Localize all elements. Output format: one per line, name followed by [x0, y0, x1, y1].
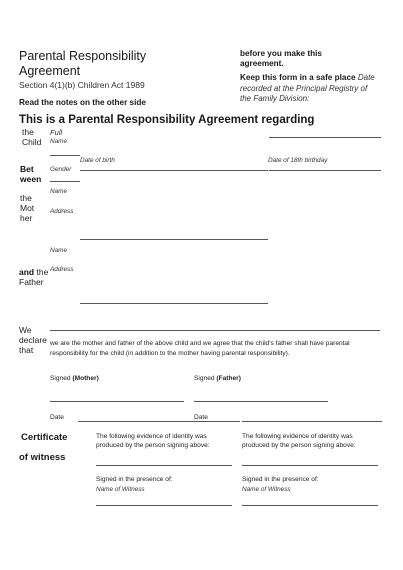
dob-field[interactable]	[80, 170, 268, 171]
mother-side-label	[20, 164, 41, 223]
father-evidence-field[interactable]	[242, 465, 378, 466]
form-subtitle: Section 4(1)(b) Children Act 1989	[19, 80, 145, 90]
mother-witness-field[interactable]	[96, 505, 232, 506]
dob18-field[interactable]	[269, 170, 381, 171]
notes-instruction: Read the notes on the other side	[19, 98, 146, 107]
declaration-text-line1: we are the mother and father of the above child and we agree that the child's father shall have parental	[50, 340, 350, 347]
full-label: Full	[50, 128, 63, 137]
evidence-text-mother-line2: produced by the person signing above:	[96, 442, 210, 449]
certificate-heading-line2: of witness	[19, 452, 66, 463]
header-note-line1: before you make this	[240, 49, 322, 58]
mother-name-label: Name	[50, 188, 68, 195]
presence-label-mother: Signed in the presence of:	[96, 476, 173, 483]
mother-side-line2: ween	[20, 174, 42, 184]
child-name-field[interactable]	[269, 137, 381, 138]
presence-label-father: Signed in the presence of:	[242, 476, 319, 483]
father-name-label: Name	[50, 247, 68, 254]
mother-address-field[interactable]	[80, 239, 268, 240]
mother-evidence-field[interactable]	[96, 465, 232, 466]
father-side-label	[19, 267, 48, 287]
father-address-field[interactable]	[80, 303, 268, 304]
declaration-rule	[50, 330, 380, 331]
header-note-line2: agreement.	[240, 59, 284, 68]
child-side-line1: the	[22, 127, 34, 137]
witness-name-label-father: Name of Witness	[242, 486, 291, 493]
declare-side-line1: We	[19, 325, 32, 335]
father-date-field[interactable]	[242, 421, 382, 422]
mother-side-line5: her	[20, 213, 33, 223]
signed-label: Signed	[194, 375, 215, 382]
form-title-line2: Agreement	[19, 64, 81, 78]
dob-label: Date of birth	[80, 157, 115, 164]
declare-side-line2: declare	[19, 335, 47, 345]
evidence-text-mother-line1: The following evidence of identity was	[96, 433, 207, 440]
form-title-line1: Parental Responsibility	[19, 49, 147, 63]
evidence-text-father-line2: produced by the person signing above:	[242, 442, 356, 449]
child-name-underline[interactable]	[50, 155, 80, 156]
mother-tag: (Mother)	[72, 375, 99, 382]
child-side-label	[22, 127, 41, 147]
keep-safe-label: Keep this form in a safe place	[240, 73, 356, 82]
registry-note-line1: recorded at the Principal Registry of	[240, 84, 368, 93]
dob18-label: Date of 18th birthday	[268, 157, 328, 164]
keep-safe-note	[240, 73, 375, 82]
father-side-and: and	[19, 267, 35, 277]
declare-side-label	[19, 325, 47, 355]
certificate-heading-line1: Certificate	[21, 432, 68, 443]
gender-field[interactable]	[50, 181, 80, 182]
mother-side-line4: Mot	[20, 203, 35, 213]
registry-note-line2: the Family Division:	[240, 94, 310, 103]
main-heading: This is a Parental Responsibility Agreement regarding	[19, 114, 315, 126]
mother-date-label: Date	[50, 414, 64, 421]
mother-address-label: Address	[50, 208, 74, 215]
declaration-text-line2: responsibility for the child (in addition to the mother having parental responsibility).	[50, 350, 290, 357]
recorded-date-label: Date	[357, 73, 375, 82]
signed-label: Signed	[50, 375, 71, 382]
evidence-text-father-line1: The following evidence of identity was	[242, 433, 353, 440]
child-name-label: Name	[50, 138, 68, 145]
gender-label: Gender	[50, 166, 72, 173]
witness-name-label-mother: Name of Witness	[96, 486, 145, 493]
father-signature-field[interactable]	[194, 401, 328, 402]
father-side-the: the	[36, 267, 49, 277]
father-address-label: Address	[50, 266, 74, 273]
mother-date-field[interactable]	[78, 421, 240, 422]
mother-signature-field[interactable]	[50, 401, 184, 402]
child-side-line2: Child	[22, 137, 42, 147]
father-side-father: Father	[19, 277, 44, 287]
signed-mother-label	[50, 375, 99, 382]
declare-side-line3: that	[19, 345, 34, 355]
mother-side-line3: the	[20, 193, 32, 203]
father-date-label: Date	[194, 414, 208, 421]
mother-side-line1: Bet	[20, 164, 34, 174]
father-tag: (Father)	[216, 375, 241, 382]
father-witness-field[interactable]	[242, 505, 378, 506]
signed-father-label	[194, 375, 241, 382]
